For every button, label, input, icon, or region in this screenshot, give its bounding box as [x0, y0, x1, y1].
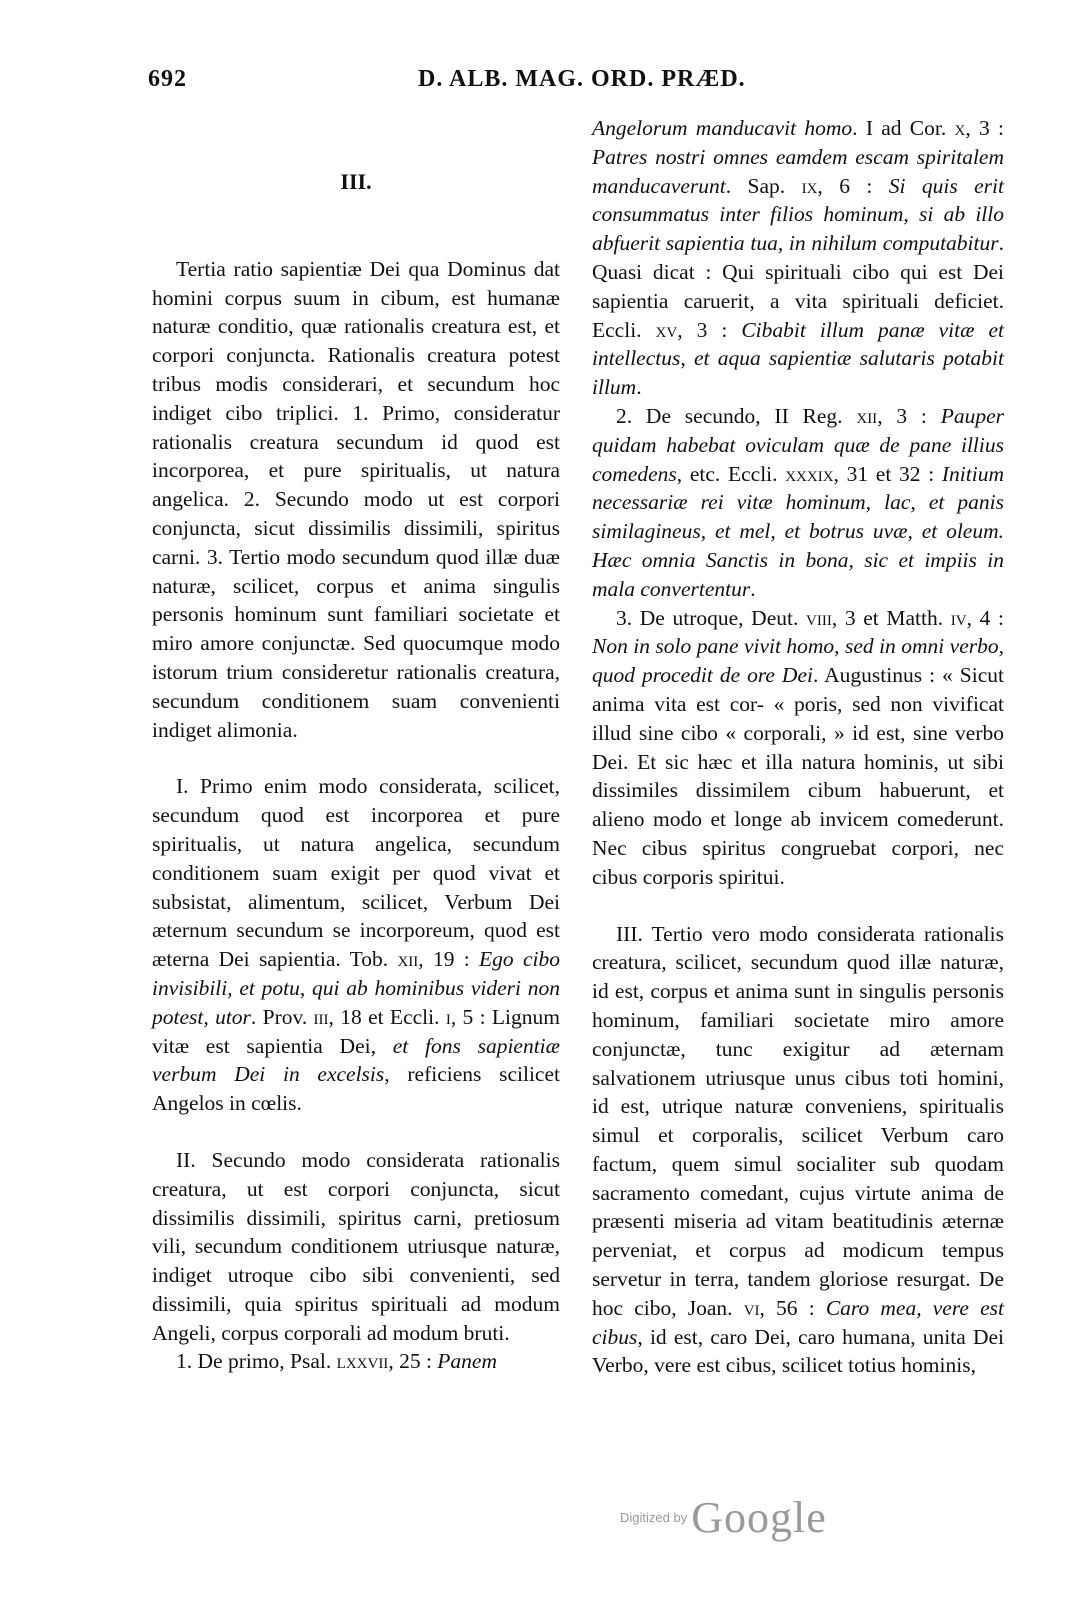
paragraph-continuation: Angelorum manducavit homo. I ad Cor. x, 3 : Patres nostri omnes eamdem escam spiritalem manducaverunt. Sap. ix, 6 : Si quis erit consummatus inter filios hominum, si ab illo abfuerit sapientia tua, in nihilum computabitur. Quasi dicat : Qui spirituali cibo qui est Dei sapientia caruerit, a vita spirituali deficiet. Eccli. xv, 3 : Cibabit illum panæ vitæ et intellectus, et aqua sapientiæ salutaris potabit illum. — [592, 116, 1004, 400]
paragraph-tertio-modo: III. Tertio vero modo considerata rationalis creatura, scilicet, secundum quod illæ naturæ, id est, corpus et anima sunt in singulis personis hominum, familiari societate miro amore conjunctæ, tunc exigitur ad æternam salvationem utriusque unus cibus toti homini, id est, utrique naturæ conveniens, spiritualis simul et corporalis, scilicet Verbum caro factum, quem simul socialiter sub quodam sacramento comedant, cujus virtute anima de præsenti miseria ad vitam beatitudinis æternæ perveniat, et corpus ad modicum tempus servetur in terra, tandem gloriose resurgat. De hoc cibo, Joan. vi, 56 : Caro mea, vere est cibus, id est, caro Dei, caro humana, unita Dei Verbo, vere est cibus, scilicet totius hominis, — [592, 921, 1004, 1378]
paragraph-de-secundo: 2. De secundo, II Reg. xii, 3 : Pauper quidam habebat oviculam quæ de pane illius comedens, etc. Eccli. xxxix, 31 et 32 : Initium necessariæ rei vitæ hominum, lac, et panis similagineus, et mel, et botrus uvæ, et oleum. Hæc omnia Sanctis in bona, sic et impiis in mala convertentur. — [592, 403, 1004, 601]
digitized-by-google-watermark — [620, 1492, 827, 1543]
page-header — [148, 66, 1004, 100]
left-column — [152, 114, 560, 1376]
section-heading: III. — [340, 169, 372, 194]
paragraph-de-utroque: 3. De utroque, Deut. viii, 3 et Matth. iv, 4 : Non in solo pane vivit homo, sed in omni verbo, quod procedit de ore Dei. Augustinus : « Sicut anima vita est cor- « poris, sed non vivificat illud sine cibo « corporali, » id est, sine verbo Dei. Et sic hæc et illa natura hominis, ut sibi dissimiles dissimilem cibum habuerunt, et alieno modo et longe ab invicem comederunt. Nec cibus spiritus congruebat corpori, nec cibus corporis spiritui. — [592, 605, 1004, 889]
google-logo: Google — [691, 1493, 827, 1542]
right-column — [592, 114, 1004, 1380]
paragraph-tertia-ratio: Tertia ratio sapientiæ Dei qua Dominus dat homini corpus suum in cibum, est humanæ naturæ conditio, quæ rationalis creatura est, et corpori conjuncta. Rationalis creatura potest tribus modis considerari, et secundum hoc indiget cibo triplici. 1. Primo, consideratur rationalis creatura secundum id quod est incorporea, et pure spiritualis, ut natura angelica. 2. Secundo modo ut est corpori conjuncta, sicut dissimilis dissimili, spiritus carni. 3. Tertio modo secundum quod illæ duæ naturæ, scilicet, corpus et anima singulis personis hominum sunt familiari societate et miro amore conjunctæ. Sed quocumque modo istorum trium consideretur rationalis creatura, secundum conditionem suam convenienti indiget alimonia. — [152, 256, 560, 742]
page-number: 692 — [148, 66, 187, 92]
paragraph-secundo-modo: II. Secundo modo considerata rationalis creatura, ut est corpori conjuncta, sicut dissimilis dissimili, spiritus carni, pretiosum vili, secundum conditionem utriusque naturæ, indiget utroque cibo sibi convenienti, sed dissimili, quia spiritus spirituali ad modum Angeli, corpus corporali ad modum bruti. — [152, 1147, 560, 1345]
paragraph-de-primo: 1. De primo, Psal. lxxvii, 25 : Panem — [176, 1349, 497, 1374]
paragraph-primo-modo: I. Primo enim modo considerata, scilicet, secundum quod est incorporea et pure spiritualis, ut natura angelica, secundum conditionem suam exigit per quod vivat et subsistat, alimentum, scilicet, Verbum Dei æternum secundum se incorporeum, quod est æterna Dei sapientia. Tob. xii, 19 : Ego cibo invisibili, et potu, qui ab hominibus videri non potest, utor. Prov. iii, 18 et Eccli. i, 5 : Lignum vitæ est sapientia Dei, et fons sapientiæ verbum Dei in excelsis, reficiens scilicet Angelos in cœlis. — [152, 774, 560, 1116]
running-title: D. ALB. MAG. ORD. PRÆD. — [418, 66, 746, 92]
watermark-prefix: Digitized by — [620, 1510, 688, 1525]
